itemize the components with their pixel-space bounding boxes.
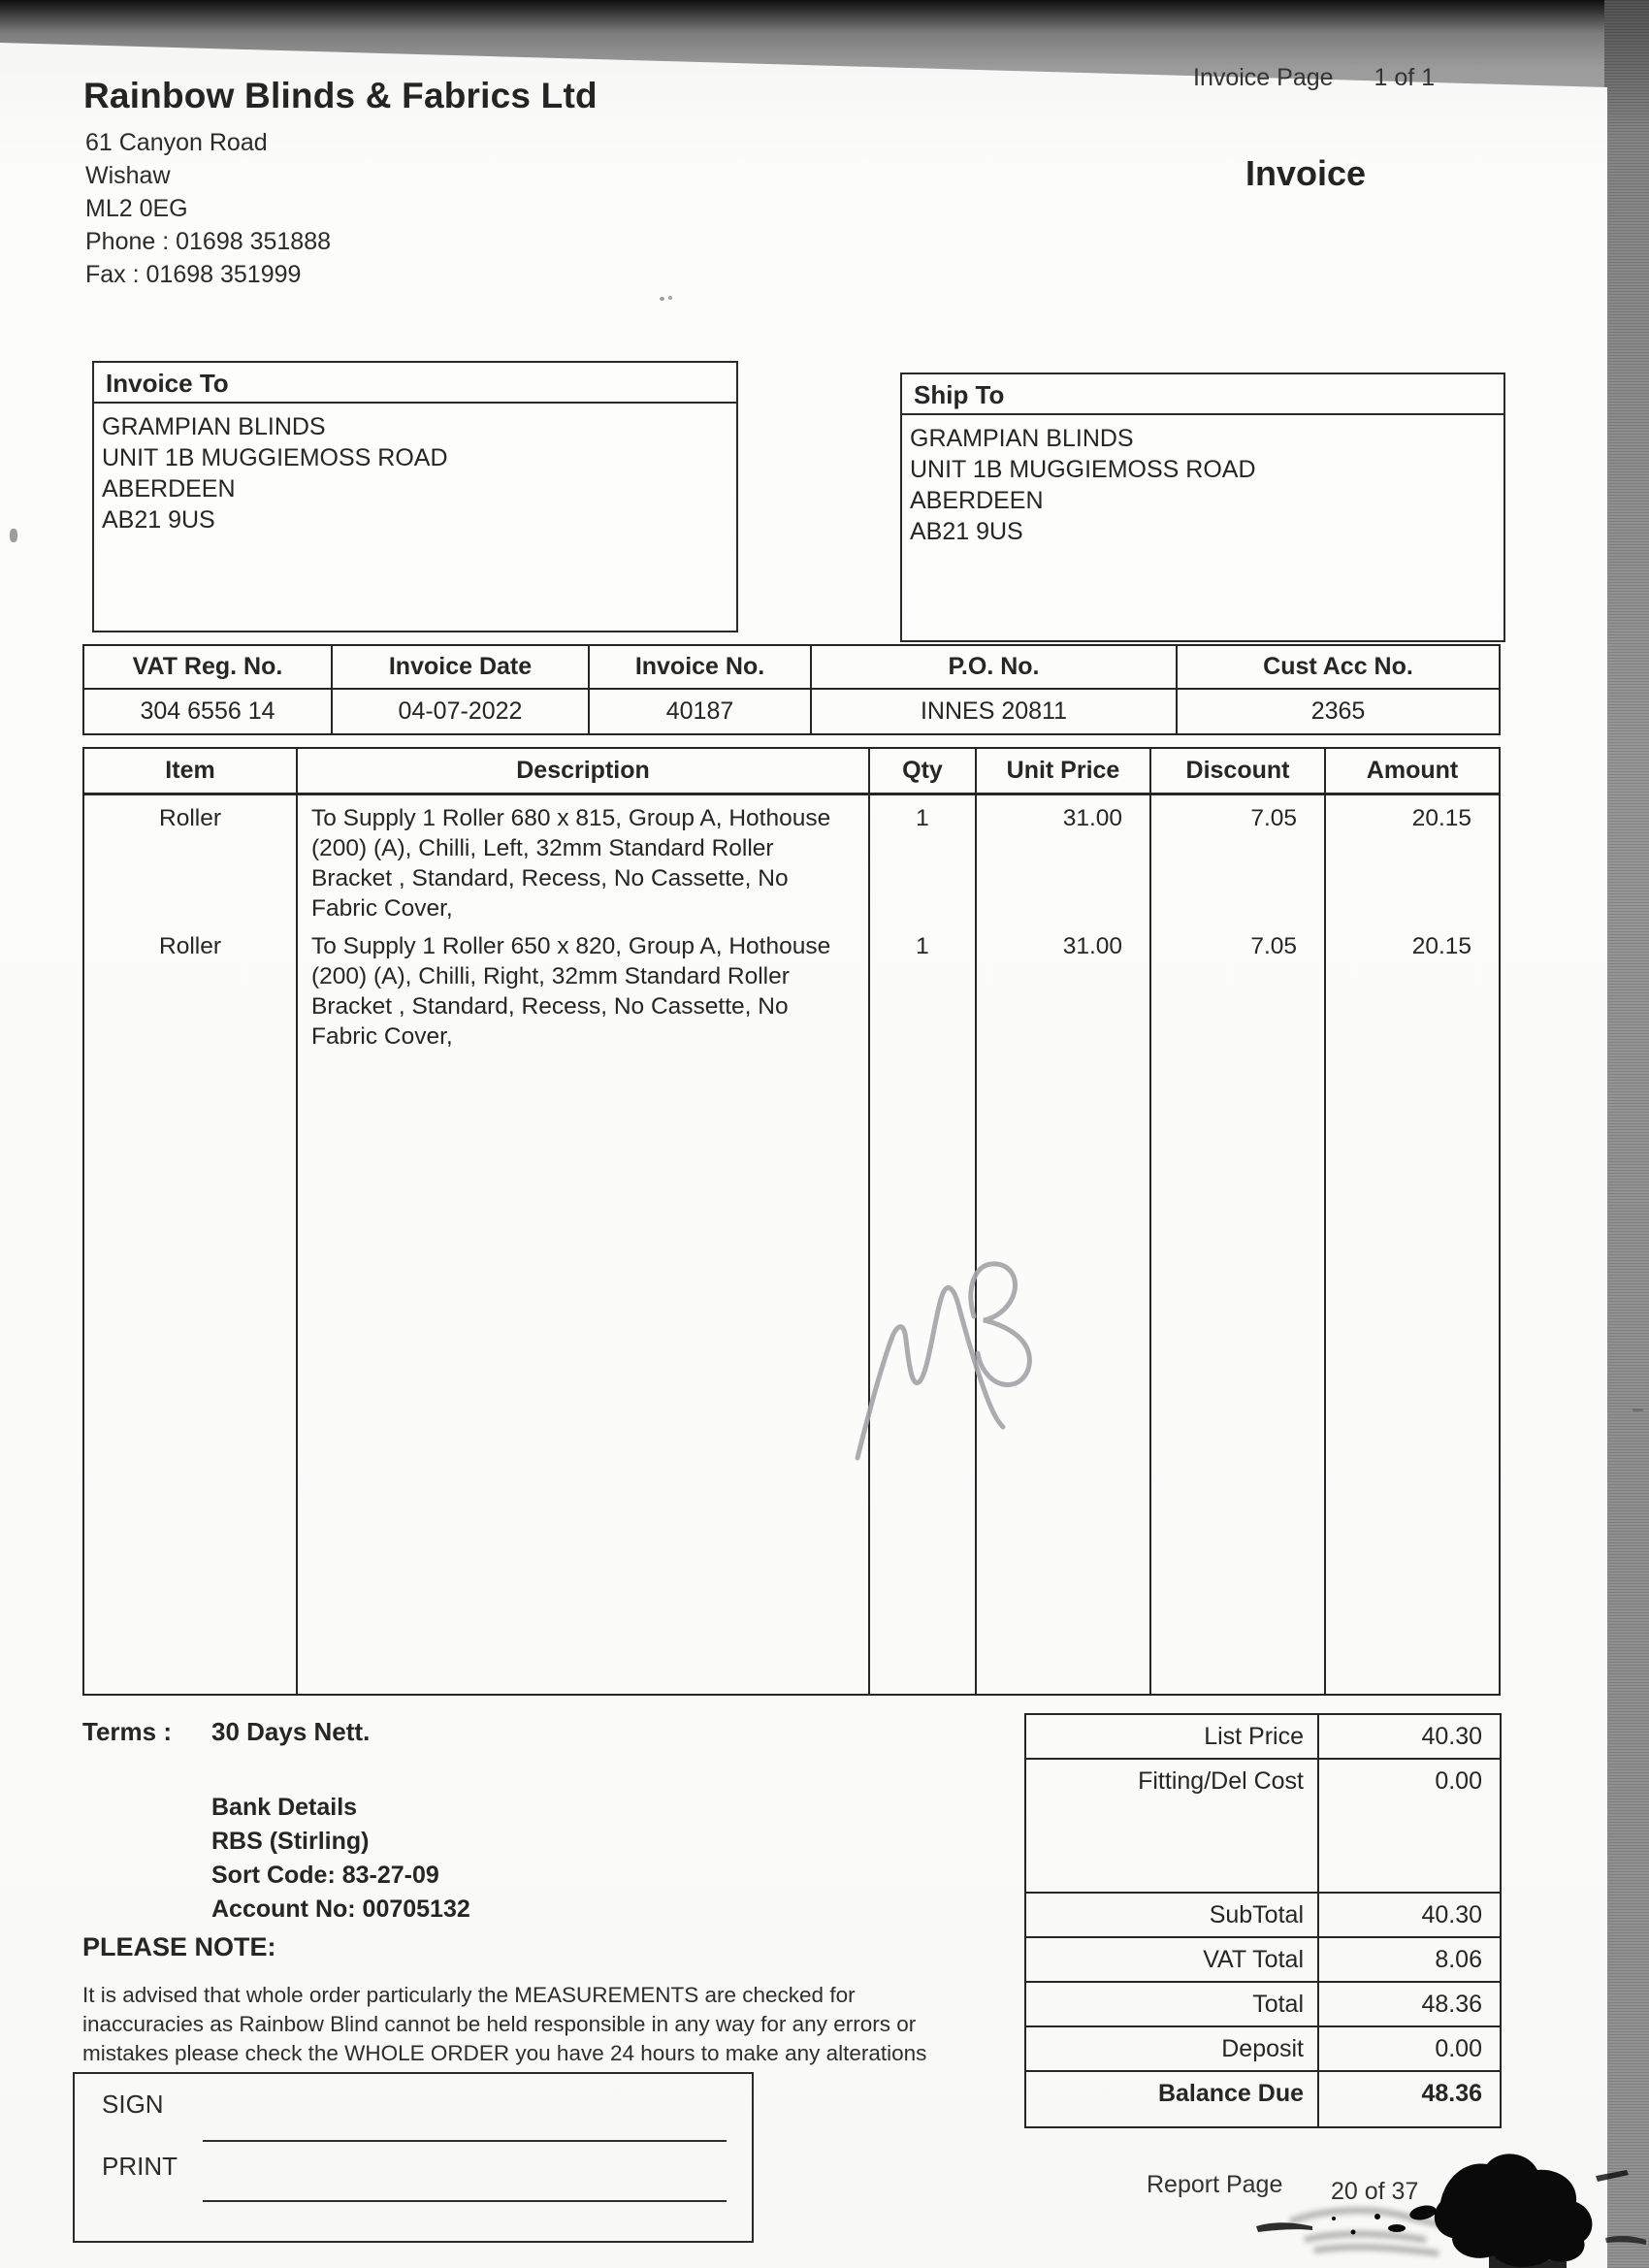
items-header-qty: Qty [870,749,977,795]
unit-price-cell: 31.00 [1062,805,1122,831]
ship-to-box [900,373,1505,642]
print-label: PRINT [102,2152,178,2181]
ship-to-address [902,415,1504,547]
invoice-to-box [92,361,738,632]
total-label-balance-due: Balance Due [1026,2072,1319,2126]
meta-header-invoice-date: Invoice Date [333,646,590,690]
items-header-description: Description [298,749,870,795]
company-address-block [85,126,331,291]
scan-speck [660,297,664,301]
items-column-amount [1326,795,1499,1694]
items-column-qty [870,795,977,1694]
meta-value-cust-acc: 2365 [1310,697,1366,725]
ship-to-label: Ship To [902,374,1504,415]
qty-cell: 1 [916,933,929,959]
report-page-value: 20 of 37 [1331,2178,1419,2205]
items-header-item: Item [84,749,298,795]
item-cell: Roller [159,805,221,831]
meta-value-vat-reg: 304 6556 14 [84,690,333,733]
qty-cell: 1 [916,805,929,831]
scan-speck [668,296,672,300]
total-value-subtotal: 40.30 [1319,1894,1500,1938]
invoice-page-value: 1 of 1 [1374,64,1436,91]
amount-cell: 20.15 [1411,805,1471,831]
invoice-to-address [94,404,736,535]
unit-price-cell: 31.00 [1062,933,1122,959]
total-label-total: Total [1026,1983,1319,2027]
total-value-vat-total: 8.06 [1319,1938,1500,1983]
total-label-vat-total: VAT Total [1026,1938,1319,1983]
bank-account-no: Account No: 00705132 [211,1895,470,1923]
bank-details-title: Bank Details [211,1794,358,1821]
item-cell: Roller [159,933,221,959]
handwritten-initials [836,1256,1045,1484]
document-title: Invoice [1245,153,1367,193]
total-value-list-price: 40.30 [1319,1715,1500,1760]
total-label-fitting-del: Fitting/Del Cost [1026,1760,1319,1894]
items-column-discount [1151,795,1326,1694]
company-fax: Fax : 01698 351999 [85,261,302,288]
invoice-to-label: Invoice To [94,363,736,404]
meta-value-invoice-no: 40187 [590,690,812,733]
please-note-body [82,1981,1014,2068]
meta-header-po-no: P.O. No. [812,646,1178,690]
total-value-deposit: 0.00 [1319,2027,1500,2072]
ship-to-line: GRAMPIAN BLINDS [910,425,1134,452]
print-line [203,2200,727,2202]
total-value-fitting-del: 0.00 [1319,1760,1500,1894]
description-cell: To Supply 1 Roller 680 x 815, Group A, Hothouse (200) (A), Chilli, Left, 32mm Standard Roller Bracket , Standard, Recess, No Cassette, No Fabric Cover, [311,805,831,922]
meta-value-invoice-date: 04-07-2022 [333,690,590,733]
total-value-balance-due: 48.36 [1421,2080,1482,2107]
invoice-to-line: ABERDEEN [102,475,236,502]
meta-header-cust-acc: Cust Acc No. [1178,646,1499,690]
ink-blot-stain [1198,2149,1649,2268]
scan-speck [10,529,17,542]
description-cell: To Supply 1 Roller 650 x 820, Group A, Hothouse (200) (A), Chilli, Right, 32mm Standard Roller Bracket , Standard, Recess, No Cassette, No Fabric Cover, [311,933,831,1050]
terms-label: Terms : [82,1717,172,1746]
items-header-discount: Discount [1151,749,1326,795]
discount-cell: 7.05 [1250,805,1297,831]
items-column-description [298,795,870,1694]
total-label-deposit: Deposit [1026,2027,1319,2072]
items-header-unit-price: Unit Price [977,749,1151,795]
meta-value-po-no: INNES 20811 [812,690,1178,733]
invoice-page-label: Invoice Page [1193,64,1334,91]
company-address-line: ML2 0EG [85,195,188,222]
report-page-label: Report Page [1147,2171,1283,2198]
sign-line [203,2140,727,2142]
total-label-subtotal: SubTotal [1026,1894,1319,1938]
terms-value: 30 Days Nett. [211,1717,371,1746]
total-label-list-price: List Price [1026,1715,1319,1760]
bank-sort-code: Sort Code: 83-27-09 [211,1862,439,1889]
note-line: mistakes please check the WHOLE ORDER you have 24 hours to make any alterations [82,2041,927,2065]
totals-table [1024,1713,1502,2128]
ship-to-line: UNIT 1B MUGGIEMOSS ROAD [910,456,1256,483]
note-line: It is advised that whole order particularly the MEASUREMENTS are checked for [82,1983,856,2007]
company-name: Rainbow Blinds & Fabrics Ltd [83,76,598,115]
invoice-to-line: UNIT 1B MUGGIEMOSS ROAD [102,444,448,471]
note-line: inaccuracies as Rainbow Blind cannot be held responsible in any way for any errors or [82,2012,917,2036]
amount-cell: 20.15 [1411,933,1471,959]
invoice-meta-table [82,644,1501,735]
invoice-page-indicator [1193,64,1435,92]
ship-to-line: ABERDEEN [910,487,1044,514]
scanner-bed-right-edge [1604,0,1649,2268]
bank-details-block [211,1791,470,1927]
items-header-amount: Amount [1326,749,1499,795]
bank-name: RBS (Stirling) [211,1828,370,1855]
sign-label: SIGN [102,2090,164,2119]
company-address-line: Wishaw [85,162,171,189]
company-phone: Phone : 01698 351888 [85,228,332,255]
please-note-title: PLEASE NOTE: [82,1932,276,1961]
invoice-to-line: GRAMPIAN BLINDS [102,413,326,440]
scan-speck [1633,1409,1643,1411]
company-address-line: 61 Canyon Road [85,129,268,156]
total-value-total: 48.36 [1319,1983,1500,2027]
items-column-unit-price [977,795,1151,1694]
signature-box [73,2072,754,2243]
line-items-table [82,747,1501,1696]
invoice-to-line: AB21 9US [102,506,215,534]
meta-header-vat-reg: VAT Reg. No. [84,646,333,690]
items-column-item [84,795,298,1694]
ship-to-line: AB21 9US [910,518,1023,545]
discount-cell: 7.05 [1250,933,1297,959]
meta-header-invoice-no: Invoice No. [590,646,812,690]
